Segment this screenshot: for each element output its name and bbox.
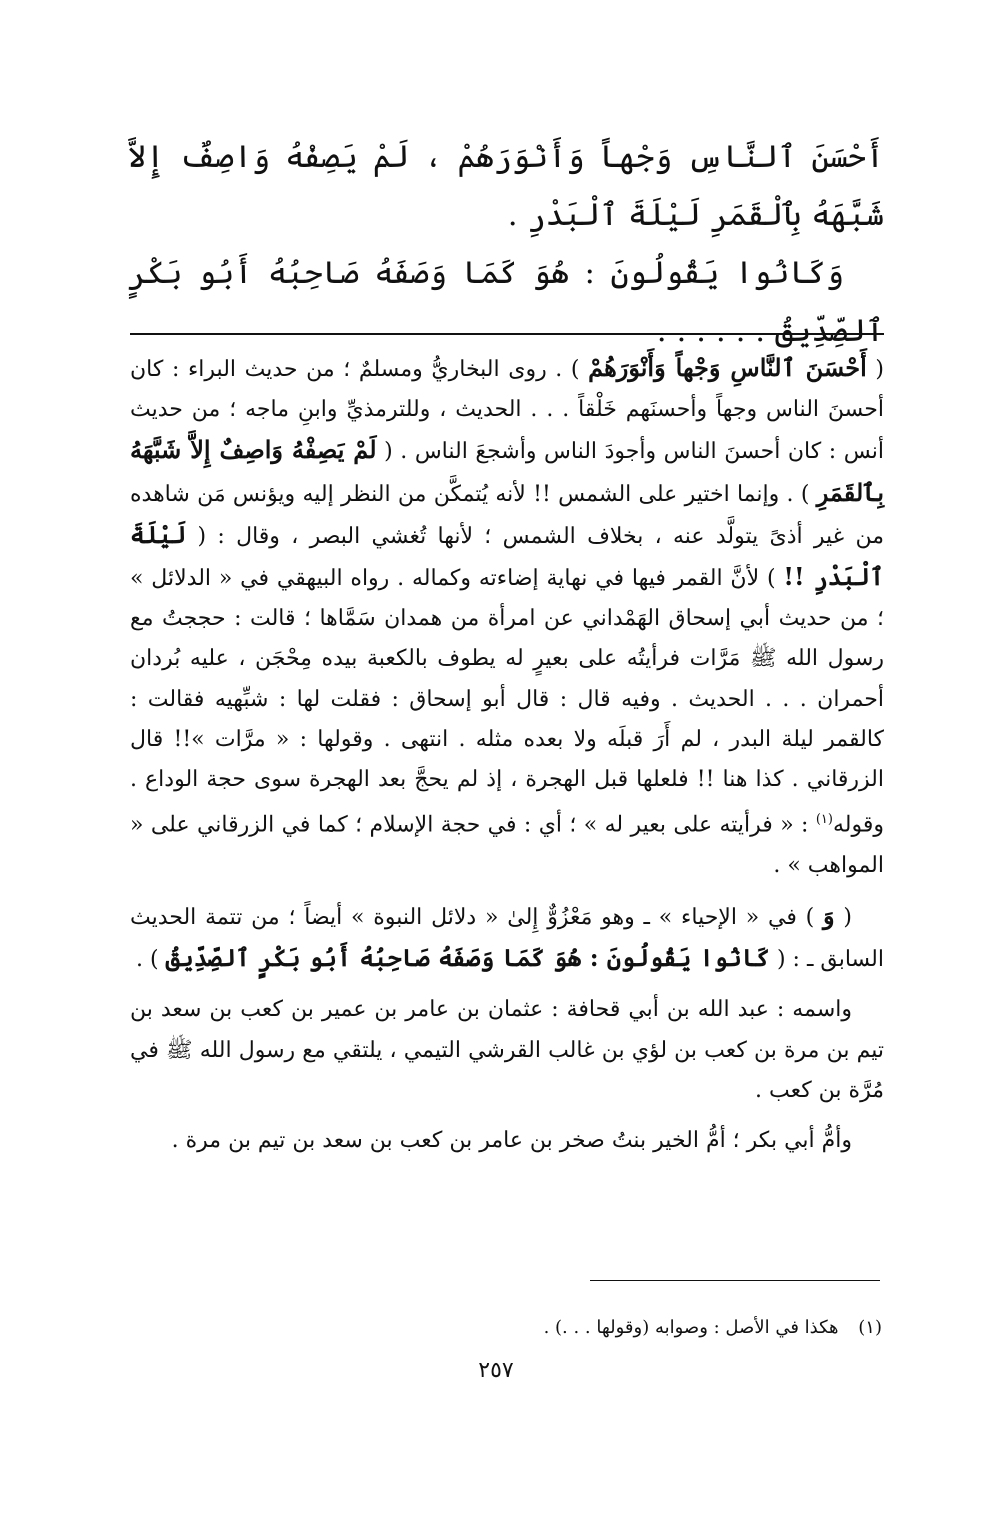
quoted-phrase: وَ — [823, 900, 835, 930]
page-number: ٢٥٧ — [478, 1358, 514, 1383]
commentary-text: ) . وإنما اختير على الشمس !! لأنه يُتمكَّن من النظر إليه ويؤنس مَن شاهده من غير أذىً يتولَّد عنه ، بخلاف الشمس ؛ لأنها تُغشي البصر ، وقال : ( — [130, 481, 884, 549]
quoted-phrase: كَانُوا يَقُولُونَ : هُوَ كَمَا وَصَفَهُ صَاحِبُهُ أَبُو بَكْرٍ ٱلصِّدِّيقُ — [165, 943, 770, 973]
commentary-paragraph-4: وأمُّ أبي بكر ؛ أمُّ الخير بنتُ صخر بن عامر بن كعب بن سعد بن تيم بن مرة . — [171, 1127, 852, 1153]
main-text — [128, 128, 884, 360]
footnote-text: هكذا في الأصل : وصوابه (وقولها . . .) . — [543, 1317, 839, 1338]
footnote-number: (١) — [858, 1317, 882, 1338]
commentary-paragraph-1 — [130, 348, 884, 886]
footnote-divider — [590, 1280, 880, 1281]
quoted-phrase: لَيْلَةَ ٱلْبَدْرِ !! — [130, 519, 885, 592]
commentary — [130, 348, 884, 1171]
commentary-paragraph-3: واسمه : عبد الله بن أبي قحافة : عثمان بن عامر بن عمير بن كعب بن سعد بن تيم بن مرة بن كعب بن لؤي بن غالب القرشي التيمي ، يلتقي مع رسول الله ﷺ في مُرَّة بن كعب . — [130, 997, 884, 1103]
commentary-text: ) . روى البخاريُّ ومسلمٌ ؛ من حديث البراء : كان أحسنَ الناس وجهاً وأحسنَهم خَلْقاً . . . الحديث ، وللترمذيِّ وابنِ ماجه ؛ من حديث أنس : كان أحسنَ الناس وأجودَ الناس وأشجعَ الناس . ( — [130, 357, 884, 465]
commentary-text: ) في « الإحياء » ـ وهو مَعْزُوٌّ إِلىٰ « دلائل النبوة » أيضاً ؛ من تتمة الحديث السابق ـ : ( — [130, 904, 884, 973]
footnote-reference: (١) — [815, 812, 833, 828]
commentary-paragraph-2 — [130, 896, 884, 980]
paren-open: ( — [866, 357, 884, 382]
footnote — [130, 1315, 882, 1341]
main-text-line-2: وَكَانُوا يَقُولُونَ : هُوَ كَمَا وَصَفَهُ صَاحِبُهُ أَبُو بَكْرٍ ٱلصِّدِّيقُ . . . . . . — [128, 255, 884, 349]
commentary-text: : « فرأيته على بعير له » ؛ أي : في حجة الإسلام ؛ كما في الزرقاني على « المواهب » . — [130, 812, 884, 878]
quoted-phrase: أَحْسَنَ ٱلنَّاسِ وَجْهاً وَأَنْوَرَهُمْ — [588, 353, 867, 382]
quoted-phrase: لَمْ يَصِفْهُ وَاصِفٌ إِلاَّ شَبَّهَهُ بِٱلقَمَرِ — [130, 435, 884, 507]
commentary-text: ) لأنَّ القمر فيها في نهاية إضاءته وكماله . رواه البيهقي في « الدلائل » ؛ من حديث أبي إسحاق الهَمْداني عن امرأة من همدان سَمَّاها ؛ قالت : حججتُ مع رسول الله ﷺ مَرَّات فرأيتُه على بعيرٍ له يطوف بالكعبة بيده مِحْجَن ، عليه بُردان أحمران . . . الحديث . وفيه قال : قال أبو إسحاق : فقلت لها : شبِّهيه فقالت : كالقمر ليلة البدر ، لم أَرَ قبلَه ولا بعده مثله . انتهى . وقولها : « مرَّات »!! قال الزرقاني . كذا هنا !! فلعلها قبل الهجرة ، إذ لم يحجَّ بعد الهجرة سوى حجة الوداع . وقوله — [130, 566, 884, 838]
section-divider — [130, 333, 884, 335]
main-text-line-1: أَحْسَنَ ٱلنَّاسِ وَجْهاً وَأَنْوَرَهُمْ ، لَمْ يَصِفْهُ وَاصِفٌ إِلاَّ شَبَّهَهُ بِٱلْقَمَرِ لَيْلَةَ ٱلْبَدْرِ . — [128, 139, 884, 233]
commentary-text: ) . — [136, 947, 166, 973]
paren-open: ( — [834, 904, 852, 930]
